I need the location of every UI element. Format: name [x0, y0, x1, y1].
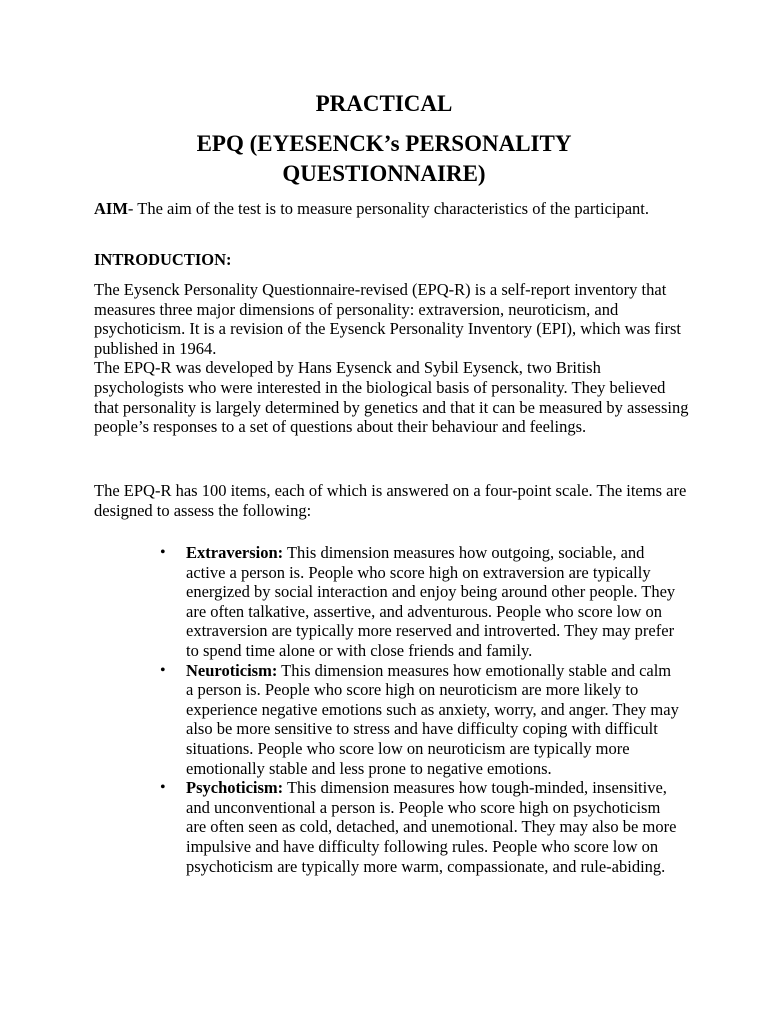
aim-label: AIM: [94, 199, 128, 218]
bullet-icon: •: [160, 779, 166, 797]
bullet-icon: •: [160, 661, 166, 679]
introduction-paragraph-1: The Eysenck Personality Questionnaire-revised (EPQ-R) is a self-report inventory that measures three major dimensions of personality: extraversion, neuroticism, and psychoticism. It is a revision of the Eysenck Personality Inventory (EPI), which was first published in 1964.: [94, 280, 682, 358]
introduction-heading: INTRODUCTION:: [94, 250, 232, 269]
title-line-1: EPQ (EYESENCK’s PERSONALITY: [196, 131, 572, 156]
practical-heading: PRACTICAL: [315, 91, 453, 116]
introduction-paragraph-2: The EPQ-R was developed by Hans Eysenck and Sybil Eysenck, two British psychologists who were interested in the biological basis of personality. They believed that personality is largely determined by genetics and that it can be measured by assessing people’s responses to a set of questions about their behaviour and feelings.: [94, 358, 689, 437]
list-item-psychoticism: [0, 778, 681, 876]
bullet-icon: •: [160, 544, 166, 561]
list-item-neuroticism: [0, 661, 681, 779]
introduction-body: [94, 280, 694, 437]
term-extraversion: Extraversion:: [186, 543, 284, 562]
dimensions-list: [0, 543, 768, 876]
aim-text: - The aim of the test is to measure personality characteristics of the participant.: [127, 199, 650, 218]
list-item-extraversion: [0, 543, 681, 661]
text-psychoticism: This dimension measures how tough-minded, insensitive, and unconventional a person is. People who score high on psychoticism are often seen as cold, detached, and unemotional. They may also be more impulsive and have difficulty following rules. People who score low on psychoticism are typically more warm, compassionate, and rule-abiding.: [186, 778, 677, 876]
title-line-2: QUESTIONNAIRE): [282, 161, 486, 186]
items-paragraph: The EPQ-R has 100 items, each of which is answered on a four-point scale. The items are designed to assess the following:: [94, 481, 687, 520]
text-neuroticism: This dimension measures how emotionally stable and calm a person is. People who score high on neuroticism are more likely to experience negative emotions such as anxiety, worry, and anger. They may also be more sensitive to stress and have difficulty coping with difficult situations. People who score low on neuroticism are typically more emotionally stable and less prone to negative emotions.: [186, 660, 679, 778]
term-neuroticism: Neuroticism:: [186, 660, 278, 680]
text-extraversion: This dimension measures how outgoing, sociable, and active a person is. People who score high on extraversion are typically energized by social interaction and enjoy being around other people. They are often talkative, assertive, and adventurous. People who score low on extraversion are typically more reserved and introverted. They may prefer to spend time alone or with close friends and family.: [186, 543, 676, 660]
term-psychoticism: Psychoticism:: [186, 778, 284, 798]
aim-paragraph: [94, 199, 694, 219]
